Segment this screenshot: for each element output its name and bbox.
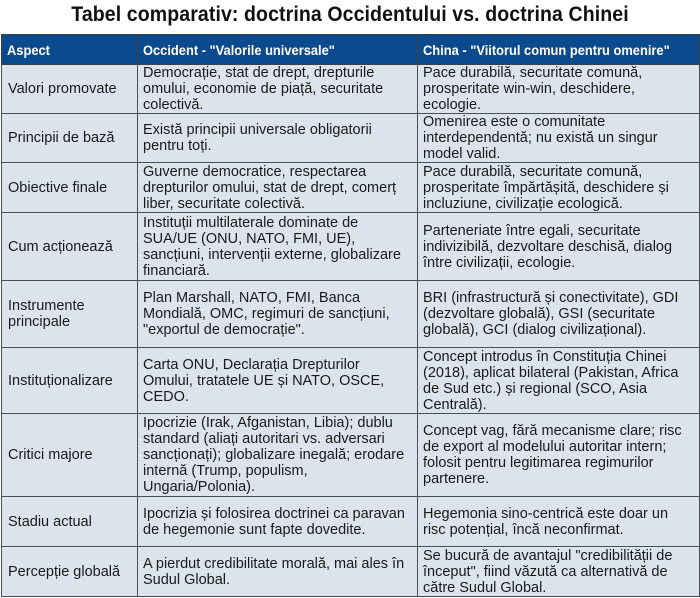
table-row <box>2 497 700 547</box>
column-header-label: Occident - "Valorile universale" <box>143 42 335 58</box>
cell-occident: Există principii universale obligatorii pentru toți. <box>138 114 418 163</box>
cell-china: Concept vag, fără mecanisme clare; risc de export al modelului autoritar intern; folosit pentru legitimarea regimurilor partenere. <box>418 414 700 497</box>
cell-china: Hegemonia sino-centrică este doar un risc potențial, încă neconfirmat. <box>418 497 700 547</box>
column-header-china <box>418 35 700 65</box>
cell-aspect: Principii de bază <box>2 114 138 163</box>
table-row <box>2 163 700 213</box>
column-header-label: China - "Viitorul comun pentru omenire" <box>423 42 670 58</box>
table-row <box>2 114 700 163</box>
cell-china: Parteneriate între egali, securitate indivizibilă, dezvoltare deschisă, dialog între civilizații, ecologie. <box>418 213 700 281</box>
table-header-row <box>2 35 700 65</box>
cell-aspect: Stadiu actual <box>2 497 138 547</box>
table-row <box>2 348 700 414</box>
table-title: Tabel comparativ: doctrina Occidentului vs. doctrina Chinei <box>71 3 629 26</box>
cell-occident: Plan Marshall, NATO, FMI, Banca Mondială, OMC, regimuri de sancțiuni, "exportul de democrație". <box>138 281 418 348</box>
cell-occident: Instituții multilaterale dominate de SUA/UE (ONU, NATO, FMI, UE), sancțiuni, intervenții externe, globalizare financiară. <box>138 213 418 281</box>
column-header-label: Aspect <box>7 42 50 58</box>
cell-china: Concept introdus în Constituția Chinei (2018), aplicat bilateral (Pakistan, Africa de Sud etc.) și regional (SCO, Asia Centrală). <box>418 348 700 414</box>
cell-aspect: Valori promovate <box>2 65 138 114</box>
cell-aspect: Obiective finale <box>2 163 138 213</box>
table-row <box>2 65 700 114</box>
table-row <box>2 547 700 597</box>
column-header-aspect <box>2 35 138 65</box>
cell-china: Pace durabilă, securitate comună, prosperitate împărtășită, deschidere și incluziune, civilizație ecologică. <box>418 163 700 213</box>
cell-aspect: Cum acționează <box>2 213 138 281</box>
cell-china: Omenirea este o comunitate interdependentă; nu există un singur model valid. <box>418 114 700 163</box>
cell-occident: A pierdut credibilitate morală, mai ales în Sudul Global. <box>138 547 418 597</box>
cell-occident: Ipocrizie (Irak, Afganistan, Libia); dublu standard (aliați autoritari vs. adversari sancționați); globalizare inegală; erodare internă (Trump, populism, Ungaria/Polonia). <box>138 414 418 497</box>
comparison-table <box>1 34 700 597</box>
cell-aspect: Critici majore <box>2 414 138 497</box>
column-header-occident <box>138 35 418 65</box>
cell-china: Se bucură de avantajul "credibilității de început", fiind văzută ca alternativă de către Sudul Global. <box>418 547 700 597</box>
table-row <box>2 213 700 281</box>
cell-occident: Carta ONU, Declarația Drepturilor Omului, tratatele UE și NATO, OSCE, CEDO. <box>138 348 418 414</box>
cell-occident: Democrație, stat de drept, drepturile omului, economie de piață, securitate colectivă. <box>138 65 418 114</box>
cell-china: BRI (infrastructură și conectivitate), GDI (dezvoltare globală), GSI (securitate globală), GCI (dialog civilizațional). <box>418 281 700 348</box>
cell-aspect: Instituționalizare <box>2 348 138 414</box>
cell-aspect: Percepție globală <box>2 547 138 597</box>
cell-occident: Guverne democratice, respectarea drepturilor omului, stat de drept, comerț liber, securitate colectivă. <box>138 163 418 213</box>
cell-china: Pace durabilă, securitate comună, prosperitate win-win, deschidere, ecologie. <box>418 65 700 114</box>
cell-aspect: Instrumente principale <box>2 281 138 348</box>
cell-occident: Ipocrizia și folosirea doctrinei ca paravan de hegemonie sunt fapte dovedite. <box>138 497 418 547</box>
table-row <box>2 281 700 348</box>
table-row <box>2 414 700 497</box>
